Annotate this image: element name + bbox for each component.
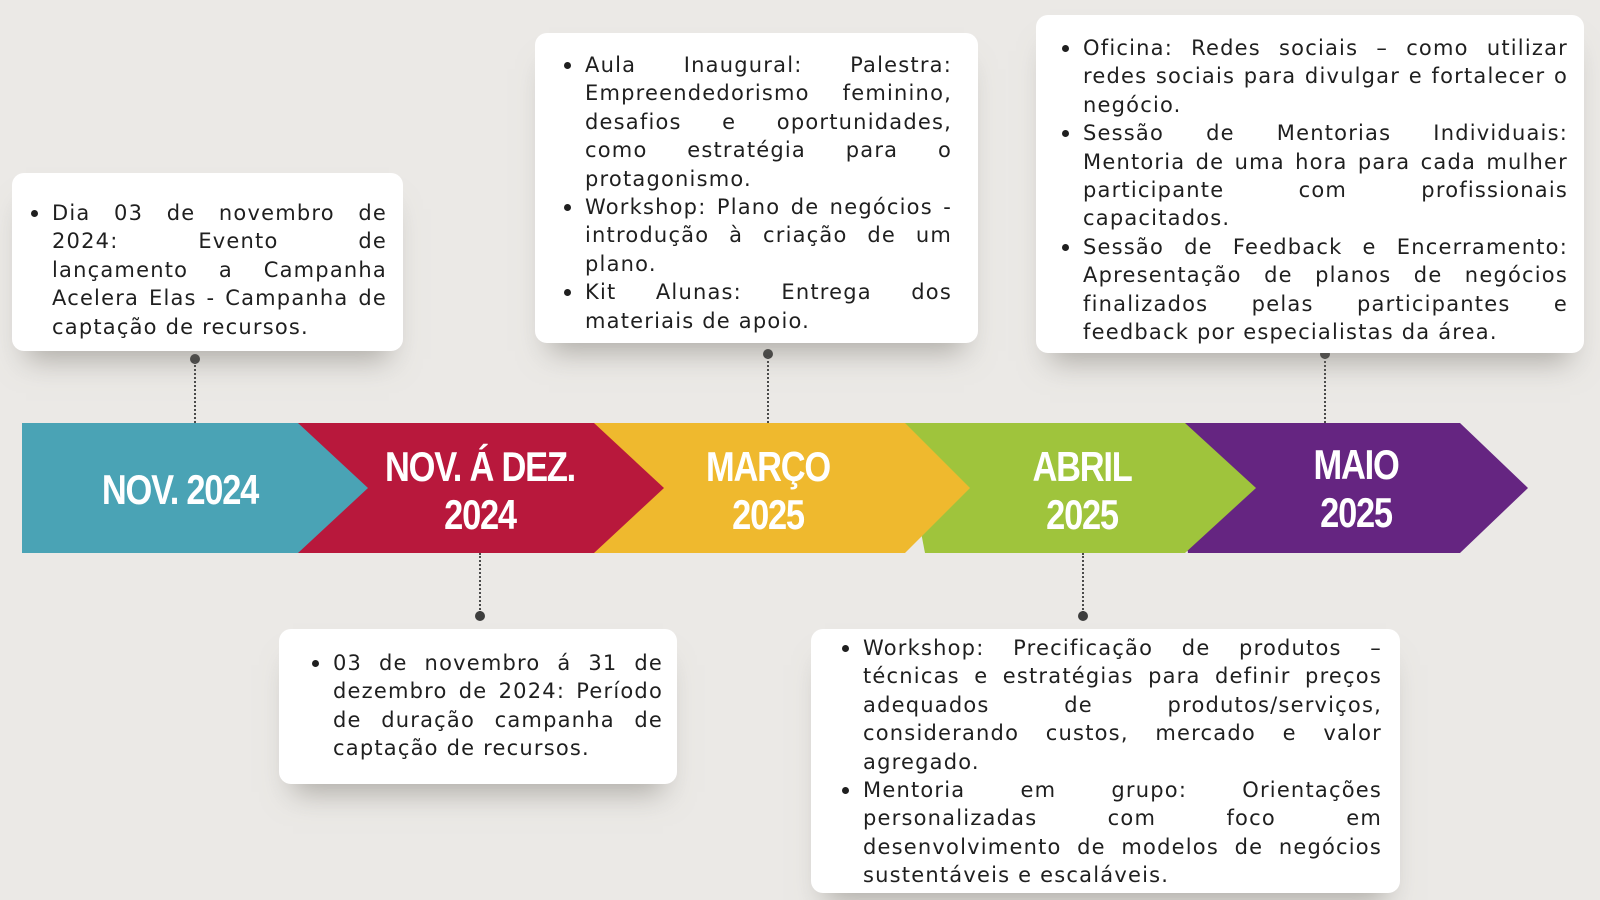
card-item: Workshop: Precificação de produtos – técnicas e estratégias para definir preços adequados de produtos/serviços, considerando custos, mercado e valor agregado. <box>833 634 1382 776</box>
card-nov-dez-2024 <box>279 629 677 784</box>
card-abril-2025 <box>811 629 1400 893</box>
card-item: Oficina: Redes sociais – como utilizar redes sociais para divulgar e fortalecer o negócio. <box>1053 34 1568 119</box>
card-nov-2024 <box>12 173 403 351</box>
segment-label-maio-2025: MAIO 2025 <box>1313 441 1399 536</box>
segment-label-marco-2025: MARÇO 2025 <box>706 443 830 538</box>
card-item: Dia 03 de novembro de 2024: Evento de lançamento a Campanha Acelera Elas - Campanha de captação de recursos. <box>22 199 387 341</box>
card-item: Aula Inaugural: Palestra: Empreendedorismo feminino, desafios e oportunidades, como estratégia para o protagonismo. <box>555 51 952 193</box>
connector-line-marco-2025 <box>767 357 769 423</box>
card-item: Workshop: Plano de negócios - introdução à criação de um plano. <box>555 193 952 278</box>
segment-label-nov-2024: NOV. 2024 <box>101 466 259 513</box>
card-list <box>833 634 1382 890</box>
card-item: 03 de novembro á 31 de dezembro de 2024: Período de duração campanha de captação de recursos. <box>303 649 663 763</box>
connector-line-maio-2025 <box>1324 357 1326 423</box>
card-list <box>555 51 952 335</box>
segment-label-abril-2025: ABRIL 2025 <box>1032 443 1132 538</box>
segment-label-nov-dez-2024: NOV. Á DEZ. 2024 <box>385 443 575 538</box>
card-list <box>22 199 387 341</box>
card-item: Mentoria em grupo: Orientações personalizadas com foco em desenvolvimento de modelos de negócios sustentáveis e escaláveis. <box>833 776 1382 890</box>
card-item: Sessão de Mentorias Individuais: Mentoria de uma hora para cada mulher participante com profissionais capacitados. <box>1053 119 1568 233</box>
card-list <box>303 649 663 763</box>
connector-dot-nov-dez-2024 <box>475 611 485 621</box>
card-item: Sessão de Feedback e Encerramento: Apresentação de planos de negócios finalizados pelas participantes e feedback por especialistas da área. <box>1053 233 1568 347</box>
connector-line-abril-2025 <box>1082 553 1084 613</box>
card-list <box>1053 34 1568 346</box>
card-item: Kit Alunas: Entrega dos materiais de apoio. <box>555 278 952 335</box>
card-marco-2025 <box>535 33 978 343</box>
connector-line-nov-2024 <box>194 362 196 423</box>
connector-line-nov-dez-2024 <box>479 553 481 613</box>
card-maio-2025 <box>1036 15 1584 353</box>
connector-dot-abril-2025 <box>1078 611 1088 621</box>
